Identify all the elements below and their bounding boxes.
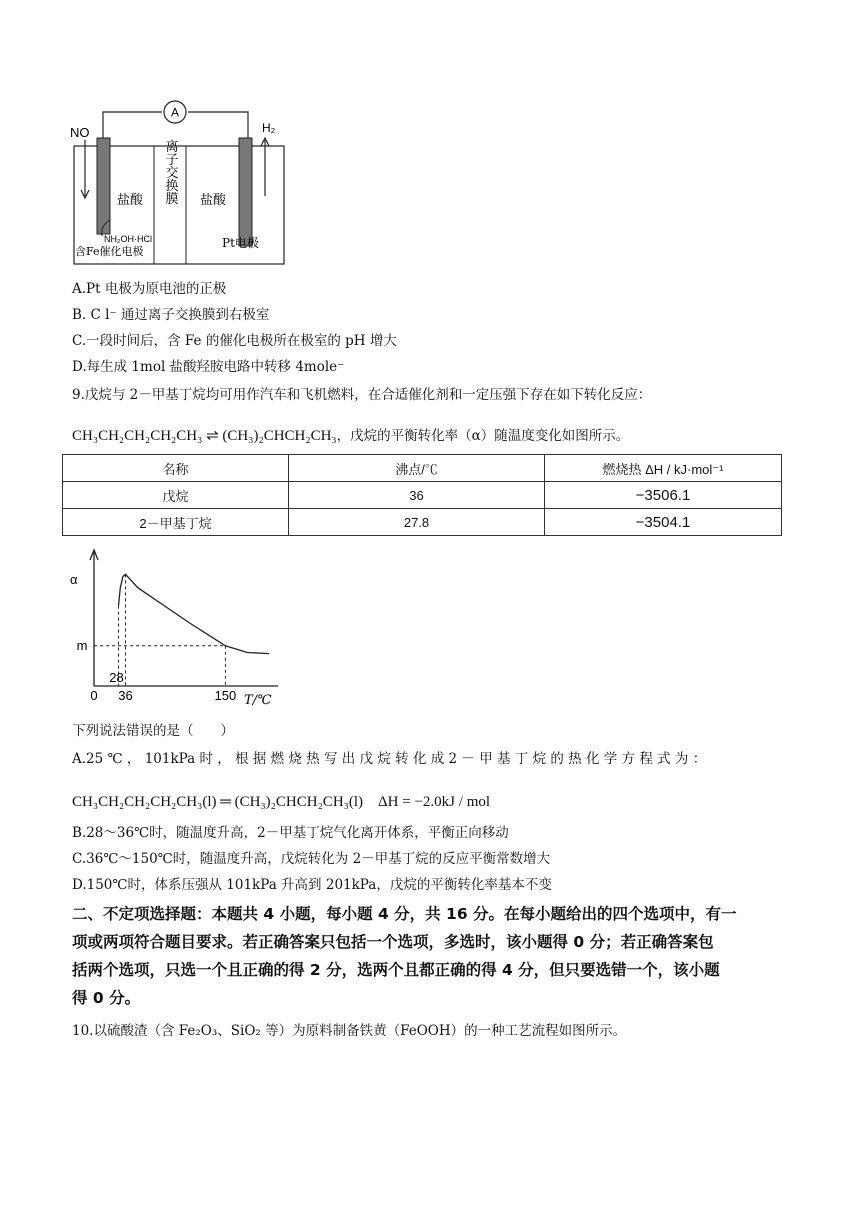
table-header-row — [63, 455, 782, 482]
q10-stem: 10.以硫酸渣（含 Fe₂O₃、SiO₂ 等）为原料制备铁黄（FeOOH）的一种工艺流程如图所示。 — [72, 1023, 627, 1039]
q9-option-b: B.28～36℃时，随温度升高，2－甲基丁烷气化离开体系，平衡正向移动 — [72, 825, 509, 841]
table-cell: 戊烷 — [63, 482, 289, 509]
table-header: 沸点/℃ — [289, 455, 545, 482]
left-solution-label: 盐酸 — [117, 193, 144, 208]
section2-heading — [72, 900, 792, 1012]
right-electrode — [239, 138, 252, 246]
ammeter-label: A — [170, 105, 180, 120]
table-header: 名称 — [63, 455, 289, 482]
table-cell: 27.8 — [289, 509, 545, 536]
x-tick-label: 150 — [214, 688, 237, 703]
membrane-label: 离子交换膜 — [162, 139, 178, 205]
q8-option-c: C.一段时间后，含 Fe 的催化电极所在极室的 pH 增大 — [72, 333, 397, 349]
x-tick-label: 36 — [118, 688, 133, 703]
product-label: NH₂OH·HCl — [104, 234, 152, 244]
table-row — [63, 482, 782, 509]
q9-equation — [72, 424, 629, 445]
q9-option-a: A.25 ℃ ， 101kPa 时 ， 根 据 燃 烧 热 写 出 戊 烷 转 化 成 2 － 甲 基 丁 烷 的 热 化 学 方 程 式 为 ： — [72, 751, 707, 767]
section2-heading-line: 括两个选项，只选一个且正确的得 2 分，选两个且都正确的得 4 分，但只要选错一个，该小题 — [72, 961, 720, 979]
section2-heading-line: 项或两项符合题目要求。若正确答案只包括一个选项，多选时，该小题得 0 分；若正确答案包 — [72, 933, 714, 951]
q9-stem: 9.戊烷与 2－甲基丁烷均可用作汽车和飞机燃料，在合适催化剂和一定压强下存在如下转化反应： — [72, 387, 652, 403]
q9-option-c: C.36℃～150℃时，随温度升高，戊烷转化为 2－甲基丁烷的反应平衡常数增大 — [72, 851, 551, 867]
x-axis-label: T/℃ — [244, 693, 272, 708]
table-header: 燃烧热 ΔH / kJ·mol⁻¹ — [545, 455, 782, 482]
x-tick-label: 0 — [90, 688, 98, 703]
conversion-chart — [64, 544, 284, 710]
table-cell: 2－甲基丁烷 — [63, 509, 289, 536]
q9-equation-tail: ，戊烷的平衡转化率（α）随温度变化如图所示。 — [336, 428, 630, 444]
table-cell: −3506.1 — [545, 482, 782, 509]
right-gas-label: H₂ — [262, 121, 276, 135]
left-gas-label: NO — [70, 125, 90, 140]
y-axis-label: α — [70, 572, 78, 587]
y-tick-label: m — [76, 637, 88, 653]
x-tick-label: 28 — [109, 670, 124, 685]
q9-question: 下列说法错误的是（ ） — [72, 723, 234, 739]
table-cell: −3504.1 — [545, 509, 782, 536]
q9-option-a-equation: CH₃CH₂CH₂CH₂CH₃(l) ═ (CH₃)₂CHCH₂CH₃(l) ΔH = −2.0kJ / mol — [72, 794, 491, 810]
series-line — [119, 574, 270, 653]
data-table — [62, 454, 782, 536]
section2-heading-line: 二、不定项选择题：本题共 4 小题，每小题 4 分，共 16 分。在每小题给出的四个选项中，有一 — [72, 905, 737, 923]
q8-option-b: B. C l⁻ 通过离子交换膜到右极室 — [72, 307, 270, 323]
left-electrode — [97, 138, 110, 234]
table-cell: 36 — [289, 482, 545, 509]
q9-option-d: D.150℃时，体系压强从 101kPa 升高到 201kPa，戊烷的平衡转化率基本不变 — [72, 877, 552, 893]
section2-heading-line: 得 0 分。 — [72, 989, 141, 1007]
right-solution-label: 盐酸 — [200, 193, 227, 208]
left-electrode-label: 含Fe催化电极 — [75, 245, 144, 258]
q9-equation-main: CH₃CH₂CH₂CH₂CH₃ ⇌ (CH₃)₂CHCH₂CH₃ — [72, 428, 337, 444]
q8-option-a: A.Pt 电极为原电池的正极 — [72, 281, 227, 297]
cell-diagram — [70, 100, 300, 270]
right-electrode-label: Pt电极 — [222, 236, 259, 250]
table-row — [63, 509, 782, 536]
q8-option-d: D.每生成 1mol 盐酸羟胺电路中转移 4mole⁻ — [72, 359, 345, 375]
